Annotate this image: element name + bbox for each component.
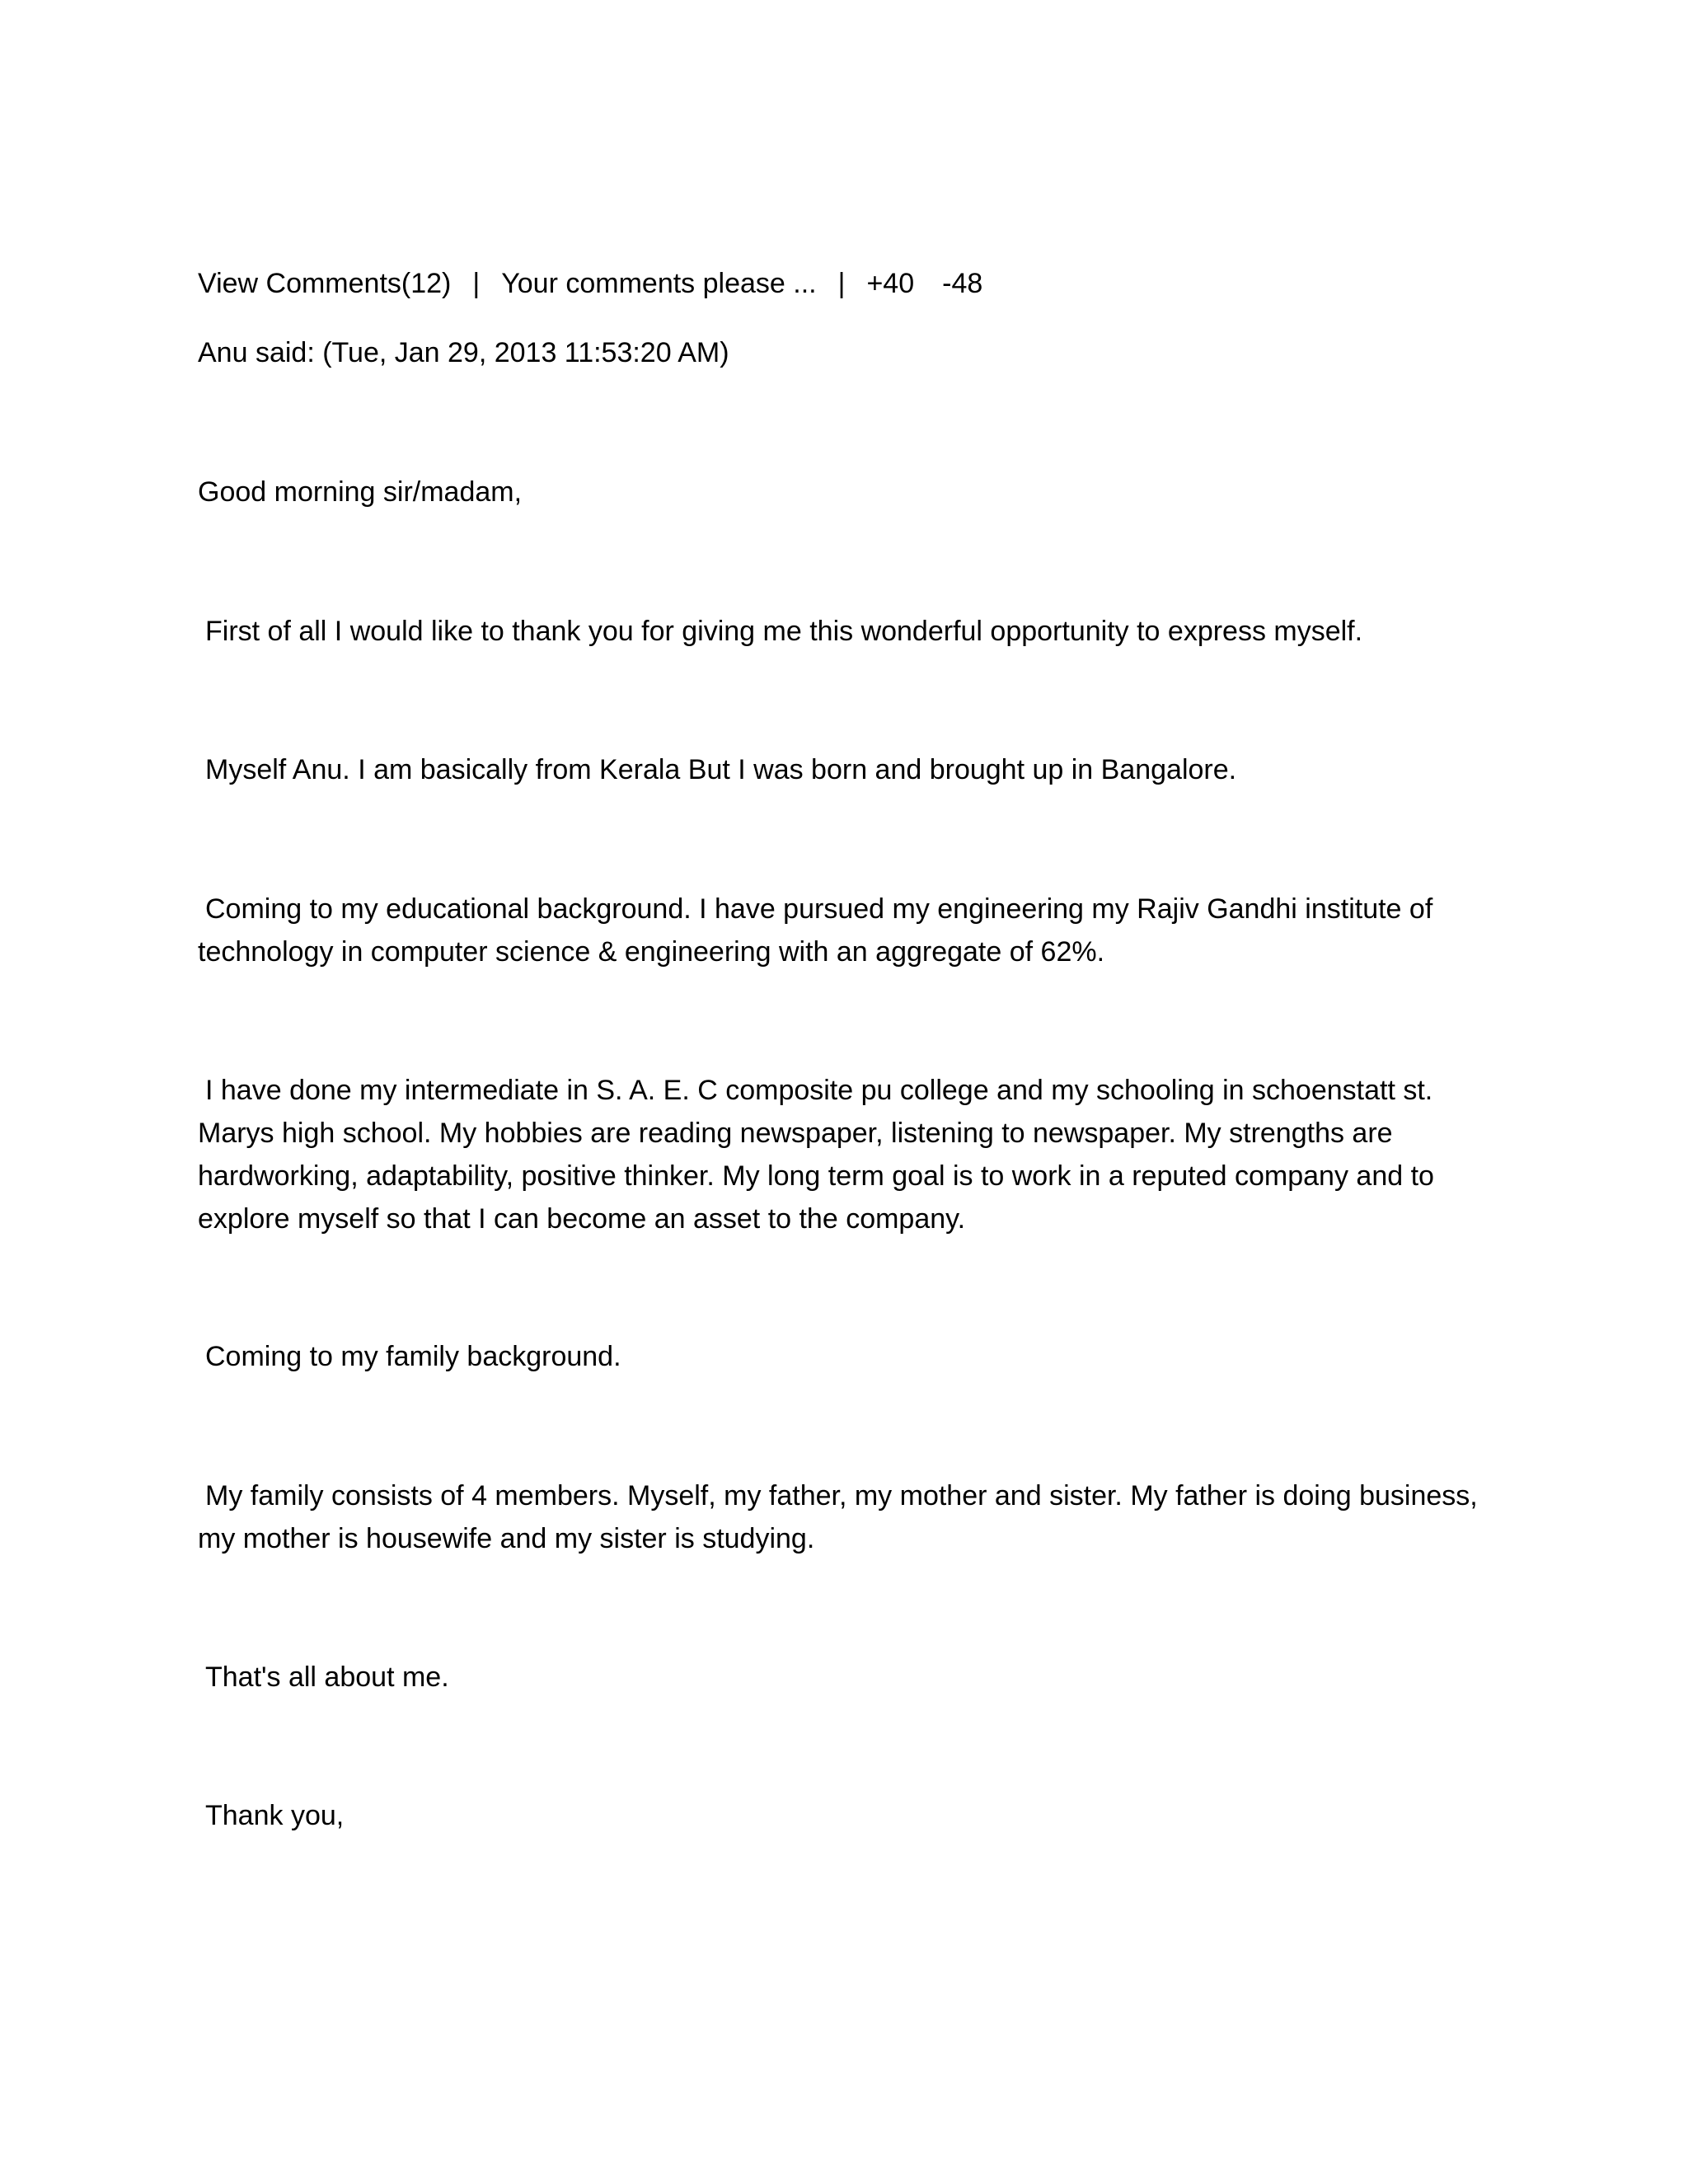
paragraph-family-details: My family consists of 4 members. Myself, my father, my mother and sister. My father is doing business, my mother is housewife and my sister is studying. xyxy=(198,1480,1478,1554)
paragraph-education: Coming to my educational background. I have pursued my engineering my Rajiv Gandhi institute of technology in computer science & engineering with an aggregate of 62%. xyxy=(198,893,1433,968)
paragraph-greeting: Good morning sir/madam, xyxy=(198,476,523,508)
your-comments-link[interactable]: Your comments please ... xyxy=(501,268,817,299)
paragraph-closing: That's all about me. xyxy=(205,1661,449,1693)
paragraph-family-heading: Coming to my family background. xyxy=(205,1341,621,1372)
paragraph-introduction: Myself Anu. I am basically from Kerala But I was born and brought up in Bangalore. xyxy=(205,754,1237,785)
toolbar-separator: | xyxy=(472,268,481,299)
document-page xyxy=(198,0,1508,2184)
paragraph-thanks: First of all I would like to thank you for giving me this wonderful opportunity to express myself. xyxy=(205,616,1363,647)
toolbar-separator: | xyxy=(837,268,846,299)
view-comments-link[interactable]: View Comments(12) xyxy=(198,268,452,299)
upvote-button[interactable]: +40 xyxy=(866,268,915,299)
paragraph-sign-off: Thank you, xyxy=(205,1800,345,1831)
comment-author-line: Anu said: (Tue, Jan 29, 2013 11:53:20 AM) xyxy=(198,337,729,368)
comment-toolbar xyxy=(198,262,982,305)
paragraph-schooling-hobbies: I have done my intermediate in S. A. E. C composite pu college and my schooling in schoenstatt st. Marys high school. My hobbies are reading newspaper, listening to newspaper. My strengths are hardworking, adaptability, positive thinker. My long term goal is to work in a reputed company and to explore myself so that I can become an asset to the company. xyxy=(198,1075,1434,1235)
downvote-button[interactable]: -48 xyxy=(942,268,983,299)
